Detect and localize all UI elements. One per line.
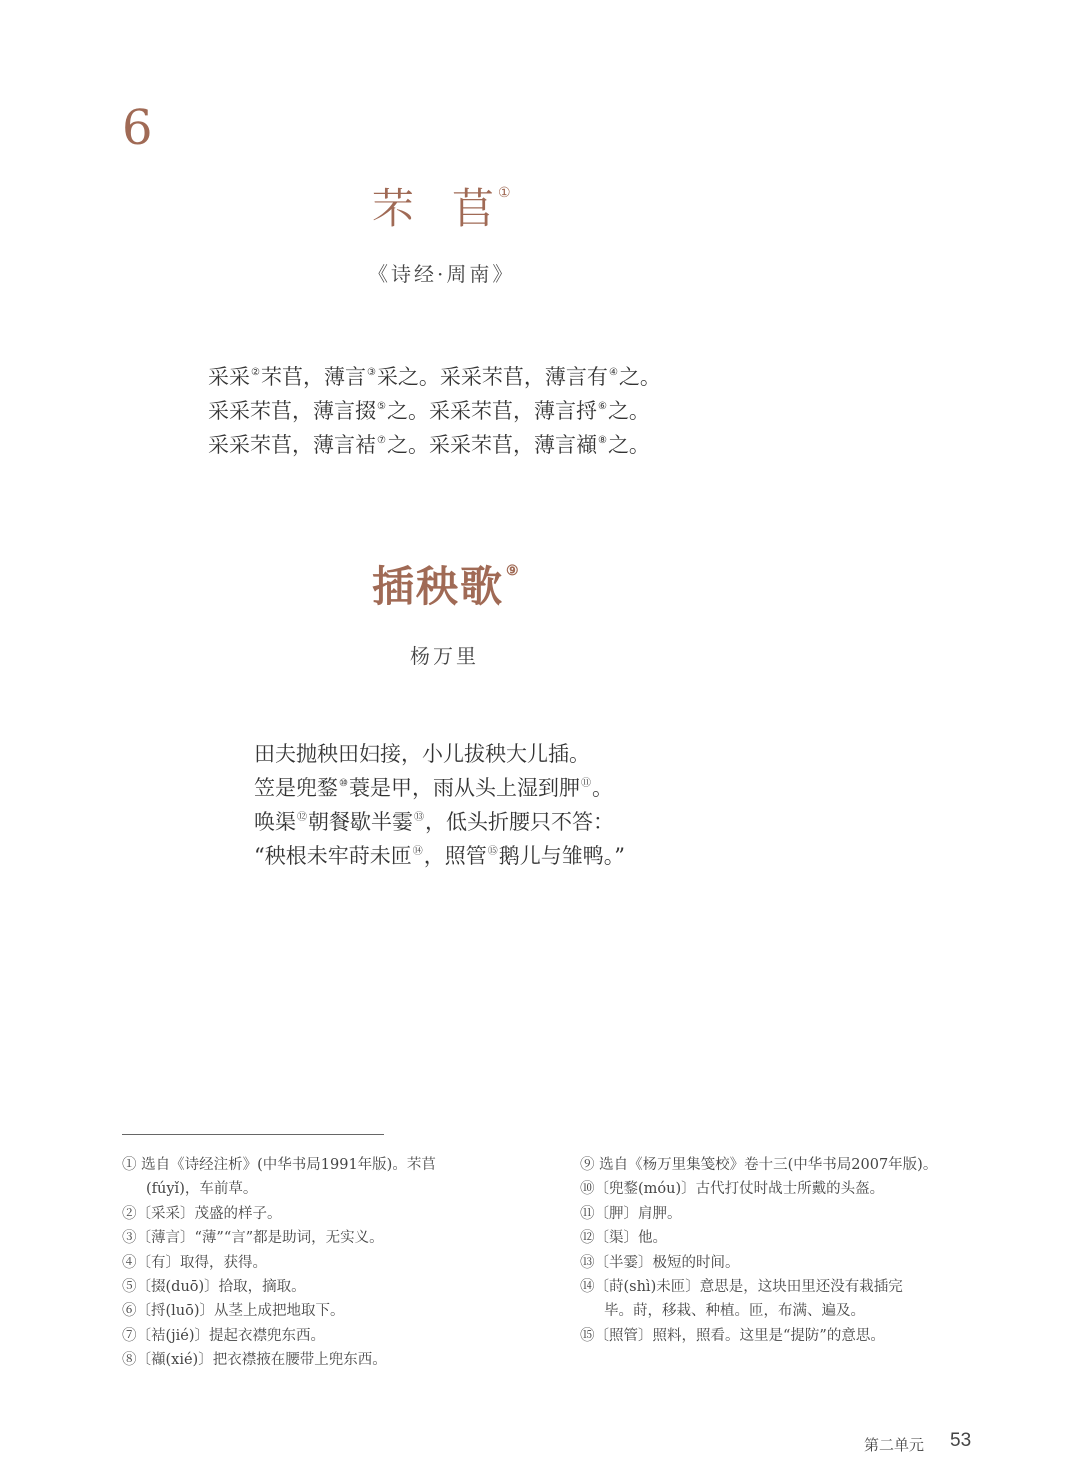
poem-line: 田夫抛秧田妇接，小儿拔秧大儿插。 <box>254 742 590 766</box>
poem1-title <box>372 184 513 233</box>
footnote: ②〔采采〕茂盛的样子。 <box>122 1205 282 1222</box>
footnote: ⑫〔渠〕他。 <box>580 1230 667 1247</box>
footnote: ⑩〔兜鍪(móu)〕古代打仗时战士所戴的头盔。 <box>580 1181 885 1198</box>
poem2-title-note: ⑨ <box>506 563 521 579</box>
poem2-body <box>254 737 625 873</box>
footnote: ④〔有〕取得，获得。 <box>122 1254 267 1271</box>
poem-line: 笠是兜鍪⑩蓑是甲，雨从头上湿到胛⑪。 <box>254 776 613 800</box>
unit-label: 第二单元 <box>864 1436 925 1454</box>
footnote: ① 选自《诗经注析》(中华书局1991年版)。芣苢 <box>122 1157 436 1173</box>
poem-line: “秧根未牢莳未匝⑭，照管⑮鹅儿与雏鸭。” <box>254 844 625 868</box>
poem1-source: 《诗经·周南》 <box>368 262 516 286</box>
poem-line: 唤渠⑫朝餐歇半霎⑬，低头折腰只不答： <box>254 810 614 834</box>
poem1-title-char2: 苢 <box>452 184 497 233</box>
footnote-continuation: 毕。莳，移栽、种植。匝，布满、遍及。 <box>604 1303 865 1320</box>
poem2-title <box>372 562 521 611</box>
footnote: ⑨ 选自《杨万里集笺校》卷十三(中华书局2007年版)。 <box>580 1157 938 1173</box>
footnote: ⑮〔照管〕照料，照看。这里是“提防”的意思。 <box>580 1327 885 1344</box>
poem2-title-text: 插秧歌 <box>372 562 505 611</box>
footnote: ⑧〔襭(xié)〕把衣襟掖在腰带上兜东西。 <box>122 1352 387 1369</box>
page-number: 53 <box>950 1430 972 1451</box>
footnote-continuation: (fúyǐ)，车前草。 <box>146 1181 258 1198</box>
poem1-body <box>208 360 661 462</box>
poem-line: 采采芣苢，薄言掇⑤之。采采芣苢，薄言捋⑥之。 <box>208 399 650 423</box>
footnote: ⑥〔捋(luō)〕从茎上成把地取下。 <box>122 1303 345 1320</box>
poem2-author: 杨万里 <box>410 644 479 668</box>
footnotes-right <box>580 1153 1000 1348</box>
footnote: ⑬〔半霎〕极短的时间。 <box>580 1254 740 1271</box>
footnotes-left <box>122 1153 552 1373</box>
footnote: ⑦〔袺(jié)〕提起衣襟兜东西。 <box>122 1327 326 1344</box>
poem1-title-note: ① <box>498 185 513 201</box>
footnote: ⑤〔掇(duō)〕拾取，摘取。 <box>122 1279 306 1296</box>
poem1-title-char1: 芣 <box>372 184 417 233</box>
poem-line: 采采芣苢，薄言袺⑦之。采采芣苢，薄言襭⑧之。 <box>208 433 650 457</box>
footnote: ③〔薄言〕“薄”“言”都是助词，无实义。 <box>122 1230 384 1247</box>
lesson-number: 6 <box>122 100 153 156</box>
footnote: ⑪〔胛〕肩胛。 <box>580 1205 682 1222</box>
poem-line: 采采②芣苢，薄言③采之。采采芣苢，薄言有④之。 <box>208 365 661 389</box>
footnote: ⑭〔莳(shì)未匝〕意思是，这块田里还没有栽插完 <box>580 1279 903 1296</box>
footnote-divider <box>122 1134 384 1135</box>
